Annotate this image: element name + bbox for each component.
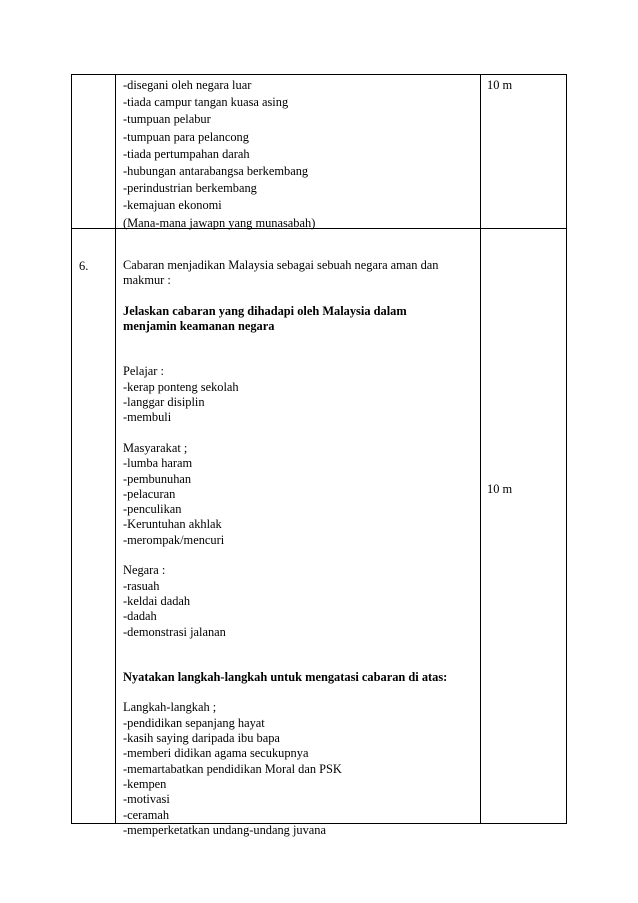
list-item: -perindustrian berkembang — [123, 181, 257, 196]
row1-marks: 10 m — [487, 78, 513, 92]
list-item: -tiada campur tangan kuasa asing — [123, 95, 289, 110]
list-item: -rasuah — [123, 578, 160, 593]
list-item: -langgar disiplin — [123, 395, 205, 410]
list-item: -kerap ponteng sekolah — [123, 379, 239, 394]
list-item: -tumpuan para pelancong — [123, 129, 249, 144]
list-item: -motivasi — [123, 792, 170, 807]
question-intro: Cabaran menjadikan Malaysia sebagai sebuah negara aman dan — [123, 258, 439, 272]
row1-answer-list — [123, 77, 315, 232]
question-1: menjamin keamanan negara — [123, 319, 275, 334]
table-border-top — [71, 74, 567, 75]
list-item: -disegani oleh negara luar — [123, 78, 252, 92]
list-item: (Mana-mana jawapn yang munasabah) — [123, 215, 316, 230]
answer-table — [71, 74, 567, 837]
list-item: -demonstrasi jalanan — [123, 624, 226, 639]
question-intro: makmur : — [123, 273, 171, 288]
question-2: Nyatakan langkah-langkah untuk mengatasi cabaran di atas: — [123, 669, 448, 684]
list-item: -memperketatkan undang-undang juvana — [123, 822, 326, 837]
list-item: -dadah — [123, 609, 157, 624]
row2-content — [123, 258, 447, 838]
list-item: -lumba haram — [123, 456, 193, 471]
list-item: -Keruntuhan akhlak — [123, 517, 222, 532]
list-item: -pendidikan sepanjang hayat — [123, 715, 265, 730]
section-heading-langkah: Langkah-langkah ; — [123, 700, 217, 715]
column-divider-1 — [115, 74, 116, 824]
question-1: Jelaskan cabaran yang dihadapi oleh Malaysia dalam — [123, 303, 407, 318]
list-item: -keldai dadah — [123, 593, 191, 608]
list-item: -tiada pertumpahan darah — [123, 146, 250, 161]
list-item: -memartabatkan pendidikan Moral dan PSK — [123, 761, 342, 776]
question-number: 6. — [79, 259, 89, 273]
list-item: -kemajuan ekonomi — [123, 198, 222, 213]
list-item: -pembunuhan — [123, 471, 192, 486]
list-item: -tumpuan pelabur — [123, 112, 211, 127]
list-item: -penculikan — [123, 502, 182, 517]
list-item: -memberi didikan agama secukupnya — [123, 746, 309, 761]
table-border-left — [71, 74, 72, 824]
list-item: -kasih saying daripada ibu bapa — [123, 731, 280, 746]
row2-marks: 10 m — [487, 482, 513, 496]
list-item: -hubungan antarabangsa berkembang — [123, 163, 309, 178]
list-item: -merompak/mencuri — [123, 532, 225, 547]
section-heading-masyarakat: Masyarakat ; — [123, 440, 188, 455]
list-item: -membuli — [123, 410, 172, 425]
list-item: -kempen — [123, 776, 167, 791]
list-item: -ceramah — [123, 807, 170, 822]
section-heading-negara: Negara : — [123, 563, 166, 578]
column-divider-2 — [480, 74, 481, 824]
list-item: -pelacuran — [123, 486, 176, 501]
table-border-right — [566, 74, 567, 824]
section-heading-pelajar: Pelajar : — [123, 364, 164, 379]
